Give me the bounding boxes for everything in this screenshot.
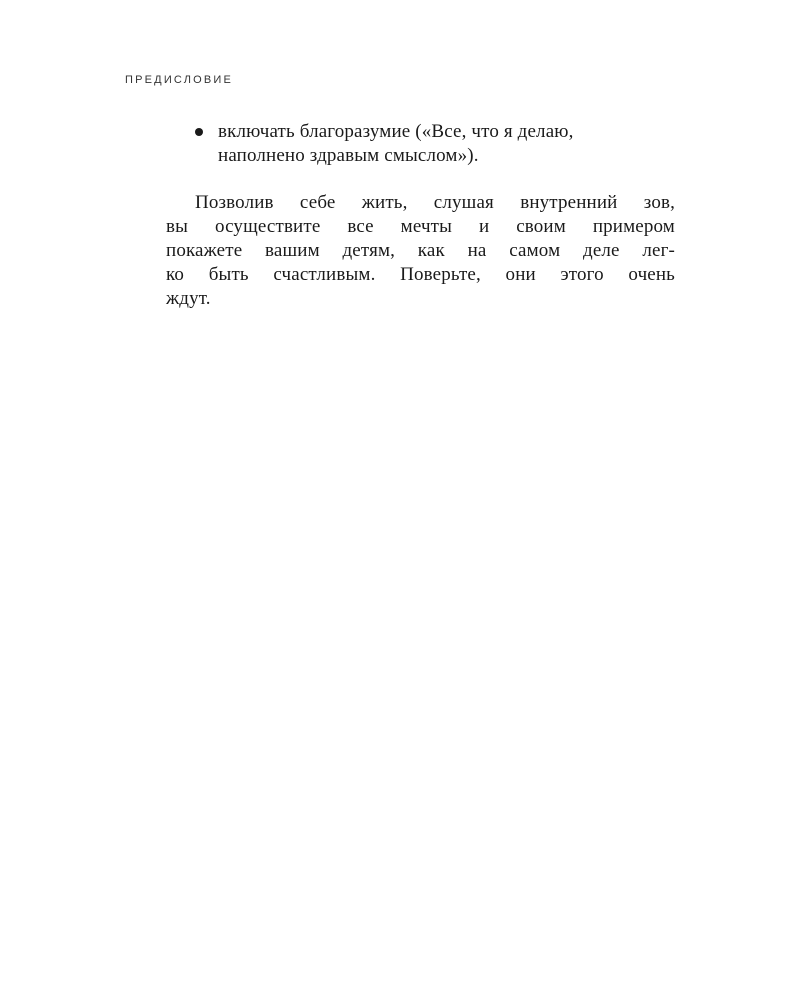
paragraph-line: Позволив себе жить, слушая внутренний зов,: [195, 192, 675, 213]
bullet-icon: [195, 128, 203, 136]
paragraph-line: вы осуществите все мечты и своим примером: [166, 216, 675, 237]
paragraph-line: ко быть счастливым. Поверьте, они этого очень: [166, 264, 675, 285]
paragraph-line: покажете вашим детям, как на самом деле лег-: [166, 240, 675, 261]
bullet-text-line-1: включать благоразумие («Все, что я делаю,: [218, 121, 574, 142]
bullet-text-line-2: наполнено здравым смыслом»).: [218, 145, 479, 166]
body-paragraph: [166, 191, 675, 311]
running-header: ПРЕДИСЛОВИЕ: [125, 74, 234, 86]
bullet-list: [193, 120, 675, 168]
paragraph-line: ждут.: [166, 288, 211, 309]
bullet-item: [193, 120, 675, 168]
